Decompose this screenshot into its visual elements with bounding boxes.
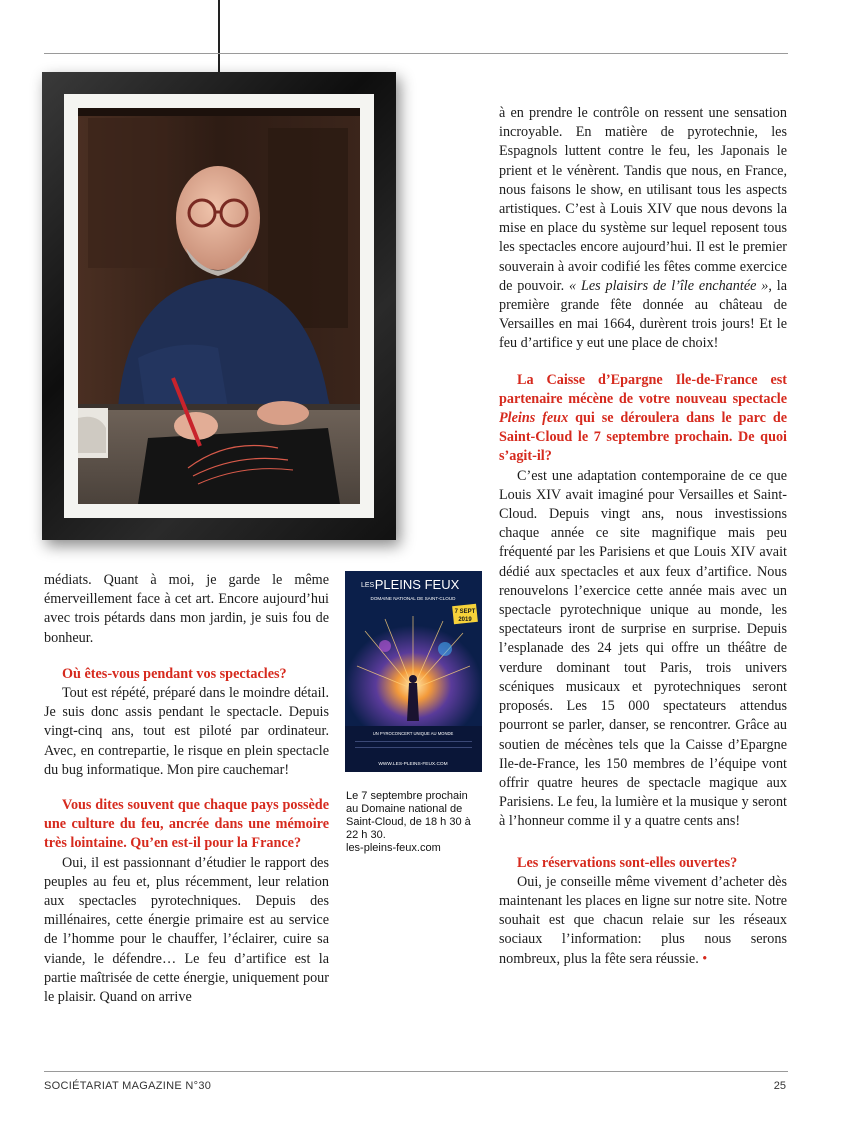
question-culture-feu: Vous dites souvent que chaque pays possède une culture du feu, ancrée dans une mémoire très lointaine. Qu’en est-il pour la France? — [44, 797, 329, 852]
question-pleins-feux-title: Pleins feux — [499, 410, 569, 427]
poster-date-line1: 7 SEPT — [454, 609, 476, 615]
footer-page-number: 25 — [773, 1080, 786, 1092]
question-reservations: Les réservations sont-elles ouvertes? — [517, 854, 738, 871]
question-pleins-feux — [499, 371, 787, 467]
event-poster — [345, 571, 482, 772]
poster-artwork — [345, 571, 482, 772]
footer-magazine-title: SOCIÉTARIAT MAGAZINE N°30 — [44, 1080, 212, 1092]
quote-plaisirs-ile-enchantee: « Les plaisirs de l’île enchantée » — [569, 277, 769, 294]
right-paragraph-1-end: , la première grande fête donnée au château de Versailles en mai 1664, durèrent trois jours! Et le feu d’artifice y eut une place de choix! — [499, 277, 787, 352]
article-column-right — [499, 104, 787, 969]
poster-subtitle: DOMAINE NATIONAL DE SAINT-CLOUD — [370, 596, 456, 601]
portrait-illustration — [78, 108, 360, 504]
poster-title: PLEINS FEUX — [374, 577, 460, 592]
caption-website: les-pleins-feux.com — [346, 842, 441, 854]
answer-reservations — [499, 873, 787, 969]
frame-hanging-wire — [218, 0, 220, 72]
portrait-frame — [42, 72, 396, 540]
portrait-photo — [78, 108, 360, 504]
right-paragraph-1 — [499, 104, 787, 354]
question-spectacles: Où êtes-vous pendant vos spectacles? — [62, 665, 287, 682]
poster-date-line2: 2019 — [458, 617, 472, 623]
poster-title-small: LES — [361, 582, 375, 589]
answer-reservations-text: Oui, je conseille même vivement d’acheter dès maintenant les places en ligne sur notre site. Notre souhait est que chacun relaie sur les réseaux sociaux l’information: plus nous serons nombreux, plus la fête sera réussie. — [499, 873, 787, 967]
right-paragraph-1-text: à en prendre le contrôle on ressent une sensation incroyable. En matière de pyrotechnie, les Espagnols luttent contre le feu, les Japonais le prient et le vénèrent. Tandis que nous, en France, nous faisons le show, en utilisant tous les aspects artistiques. C’est à Louis XIV que nous devons la mise en place du système sur lequel reposent tous les spectacles encore aujourd’hui. Il est le premier souverain à avoir codifié les fêtes comme exercice de pouvoir. — [499, 105, 787, 294]
answer-pleins-feux: C’est une adaptation contemporaine de ce que Louis XIV avait imaginé pour Versailles et Saint-Cloud. Depuis vingt ans, nous investissions chaque année ce site magnifique mais peu fréquenté par les Parisiens et que Louis XIV avait dédié aux spectacles et aux feux d’artifice. Nous renouvelons l’exercice cette année mais avec un spectacle pyrotechnique unique au monde, les spectateurs iront de surprise en surprise. Depuis l’esplanade des 24 jets qui offre un théâtre de verdure dominant tout Paris, trois univers scéniques musicaux et pyrotechniques seront proposés. Les 15 000 spectateurs attendus pourront se parler, danser, se rencontrer. Grâce au soutien de mécènes tels que la Caisse d’Epargne Ile-de-France, les 150 membres de l’équipe vont offrir quatre heures de spectacle magique aux Parisiens. Le feu, la lumière et la musique y seront à l’honneur comme il y a quatre cents ans! — [499, 467, 787, 830]
top-rule — [44, 53, 788, 54]
question-pleins-feux-b: qui se déroulera dans le parc de Saint-Cloud le 7 septembre prochain. De quoi s’agit-il? — [499, 410, 788, 465]
poster-website: WWW.LES-PLEINS-FEUX.COM — [378, 762, 448, 767]
poster-tagline: UN PYROCONCERT UNIQUE AU MONDE — [372, 731, 454, 736]
left-paragraph-1: médiats. Quant à moi, je garde le même émerveillement face à cet art. Encore aujourd’hui avec trois pétards dans mon jardin, je suis fou de bonheur. — [44, 572, 329, 646]
question-pleins-feux-a: La Caisse d’Epargne Ile-de-France est partenaire mécène de votre nouveau spectacle — [499, 371, 787, 407]
poster-caption — [346, 790, 478, 855]
article-column-left — [44, 571, 329, 1007]
answer-spectacles: Tout est répété, préparé dans le moindre détail. Je suis donc assis pendant le spectacle. Depuis vingt-cinq ans, tout est piloté par ordinateur. Avec, en contrepartie, le risque en plein spectacle du bug informatique. Mon pire cauchemar! — [44, 685, 329, 778]
answer-culture-feu: Oui, il est passionnant d’étudier le rapport des peuples au feu et, plus récemment, leur relation aux spectacles pyrotechniques. Depuis des millénaires, cette énergie primaire est au service de l’homme pour le chauffer, l’éclairer, cuire sa viande, le défendre… Le feu d’artifice est la partie maîtrisée de cette énergie, uniquement pour le plaisir. Quand on arrive — [44, 854, 329, 1006]
caption-text: Le 7 septembre prochain au Domaine national de Saint-Cloud, de 18 h 30 à 22 h 30. — [346, 790, 471, 841]
end-of-article-mark: • — [702, 950, 708, 967]
bottom-rule — [44, 1071, 788, 1072]
portrait-mat — [64, 94, 374, 518]
